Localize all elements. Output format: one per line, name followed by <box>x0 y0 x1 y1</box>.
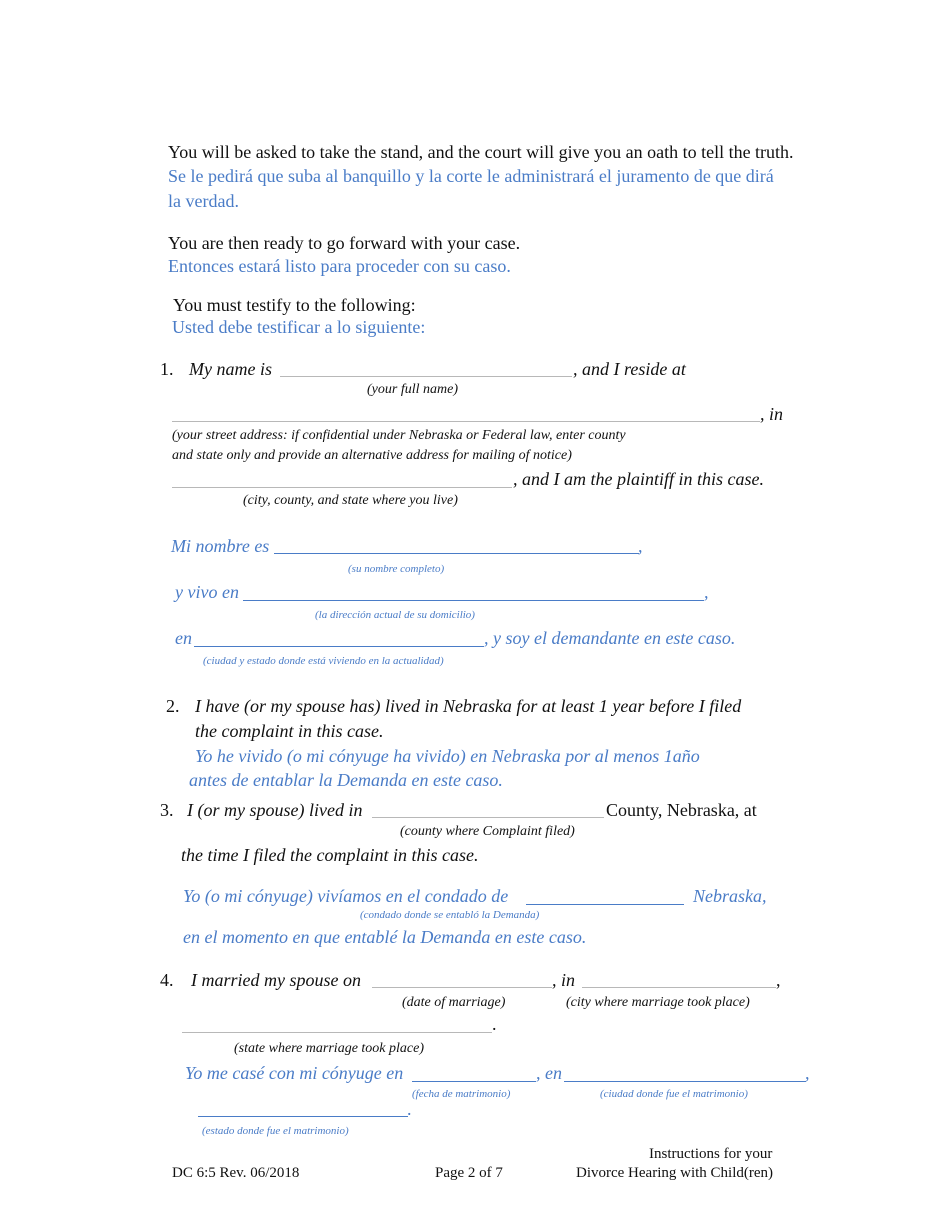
item4-period: . <box>492 1014 497 1034</box>
item3-county: County, Nebraska, at <box>606 800 757 820</box>
oath-instruction-en: You will be asked to take the stand, and the court will give you an oath to tell the truth. <box>168 142 794 162</box>
es-city-blank[interactable] <box>194 646 484 647</box>
ready-instruction-en: You are then ready to go forward with your case. <box>168 233 521 253</box>
item1-es-name: Mi nombre es <box>171 536 270 556</box>
item1-caption-city: (city, county, and state where you live) <box>243 493 458 508</box>
item3-caption-county: (county where Complaint filed) <box>400 824 575 839</box>
item4-married: I married my spouse on <box>191 970 361 990</box>
item3-es-line2: en el momento en que entablé la Demanda en este caso. <box>183 927 587 947</box>
marriage-date-blank[interactable] <box>372 987 552 988</box>
item1-es-comma: , <box>638 536 643 556</box>
full-name-blank[interactable] <box>280 376 572 377</box>
oath-instruction-es-line2: la verdad. <box>168 191 239 211</box>
footer-form-id: DC 6:5 Rev. 06/2018 <box>172 1165 300 1181</box>
item3-number: 3. <box>160 800 174 820</box>
item4-in: , in <box>552 970 576 990</box>
footer-title-line1: Instructions for your <box>649 1146 773 1162</box>
item1-es-caption-address: (la dirección actual de su domicilio) <box>315 609 475 621</box>
item1-my-name: My name is <box>189 359 272 379</box>
item4-caption-state: (state where marriage took place) <box>234 1041 424 1056</box>
item1-es-en: en <box>175 628 192 648</box>
item2-line1: I have (or my spouse has) lived in Nebraska for at least 1 year before I filed <box>195 696 742 716</box>
es-marriage-state-blank[interactable] <box>198 1116 408 1117</box>
oath-instruction-es-line1: Se le pedirá que suba al banquillo y la corte le administrará el juramento de que dirá <box>168 166 774 186</box>
item3-es-line1: Yo (o mi cónyuge) vivíamos en el condado de <box>183 886 509 906</box>
es-name-blank[interactable] <box>274 553 639 554</box>
item1-plaintiff: , and I am the plaintiff in this case. <box>513 469 764 489</box>
es-marriage-date-blank[interactable] <box>412 1081 536 1082</box>
item1-number: 1. <box>160 359 174 379</box>
item3-line2: the time I filed the complaint in this case. <box>181 845 479 865</box>
item4-number: 4. <box>160 970 174 990</box>
testify-heading-en: You must testify to the following: <box>173 295 416 315</box>
city-county-state-blank[interactable] <box>172 487 512 488</box>
footer-page-number: Page 2 of 7 <box>435 1165 503 1181</box>
item4-es-en: , en <box>536 1063 562 1083</box>
marriage-city-blank[interactable] <box>582 987 776 988</box>
item4-es-period: . <box>407 1099 412 1119</box>
item2-es-line1: Yo he vivido (o mi cónyuge ha vivido) en Nebraska por al menos 1año <box>195 746 700 766</box>
ready-instruction-es: Entonces estará listo para proceder con su caso. <box>168 256 511 276</box>
item1-caption-address-1: (your street address: if confidential under Nebraska or Federal law, enter county <box>172 428 626 443</box>
item4-caption-date: (date of marriage) <box>402 995 506 1010</box>
item1-es-plaintiff: , y soy el demandante en este caso. <box>484 628 736 648</box>
street-address-blank[interactable] <box>172 421 760 422</box>
item1-es-caption-name: (su nombre completo) <box>348 563 445 575</box>
es-address-blank[interactable] <box>243 600 704 601</box>
item4-es-caption-state: (estado donde fue el matrimonio) <box>202 1125 349 1137</box>
item4-es-caption-date: (fecha de matrimonio) <box>412 1088 511 1100</box>
item2-line2: the complaint in this case. <box>195 721 384 741</box>
item4-es-line1: Yo me casé con mi cónyuge en <box>185 1063 404 1083</box>
item1-es-comma-2: , <box>704 582 709 602</box>
testify-heading-es: Usted debe testificar a lo siguiente: <box>172 317 426 337</box>
item3-es-nebraska: Nebraska, <box>693 886 767 906</box>
item1-caption-address-2: and state only and provide an alternative address for mailing of notice) <box>172 448 572 463</box>
es-county-blank[interactable] <box>526 904 684 905</box>
item4-es-comma: , <box>805 1063 810 1083</box>
item1-reside: , and I reside at <box>573 359 686 379</box>
item3-es-caption: (condado donde se entabló la Demanda) <box>360 909 540 921</box>
item2-es-line2: antes de entablar la Demanda en este caso. <box>189 770 503 790</box>
item1-caption-name: (your full name) <box>367 382 458 397</box>
item3-lived: I (or my spouse) lived in <box>187 800 363 820</box>
es-marriage-city-blank[interactable] <box>564 1081 806 1082</box>
footer-title-line2: Divorce Hearing with Child(ren) <box>576 1165 774 1181</box>
item4-caption-city: (city where marriage took place) <box>566 995 750 1010</box>
county-blank[interactable] <box>372 817 604 818</box>
item2-number: 2. <box>166 696 180 716</box>
item4-es-caption-city: (ciudad donde fue el matrimonio) <box>600 1088 748 1100</box>
item1-es-vivo: y vivo en <box>175 582 239 602</box>
marriage-state-blank[interactable] <box>182 1032 492 1033</box>
item4-comma: , <box>776 970 781 990</box>
item1-in: , in <box>760 404 784 424</box>
item1-es-caption-city: (ciudad y estado donde está viviendo en la actualidad) <box>203 655 444 667</box>
